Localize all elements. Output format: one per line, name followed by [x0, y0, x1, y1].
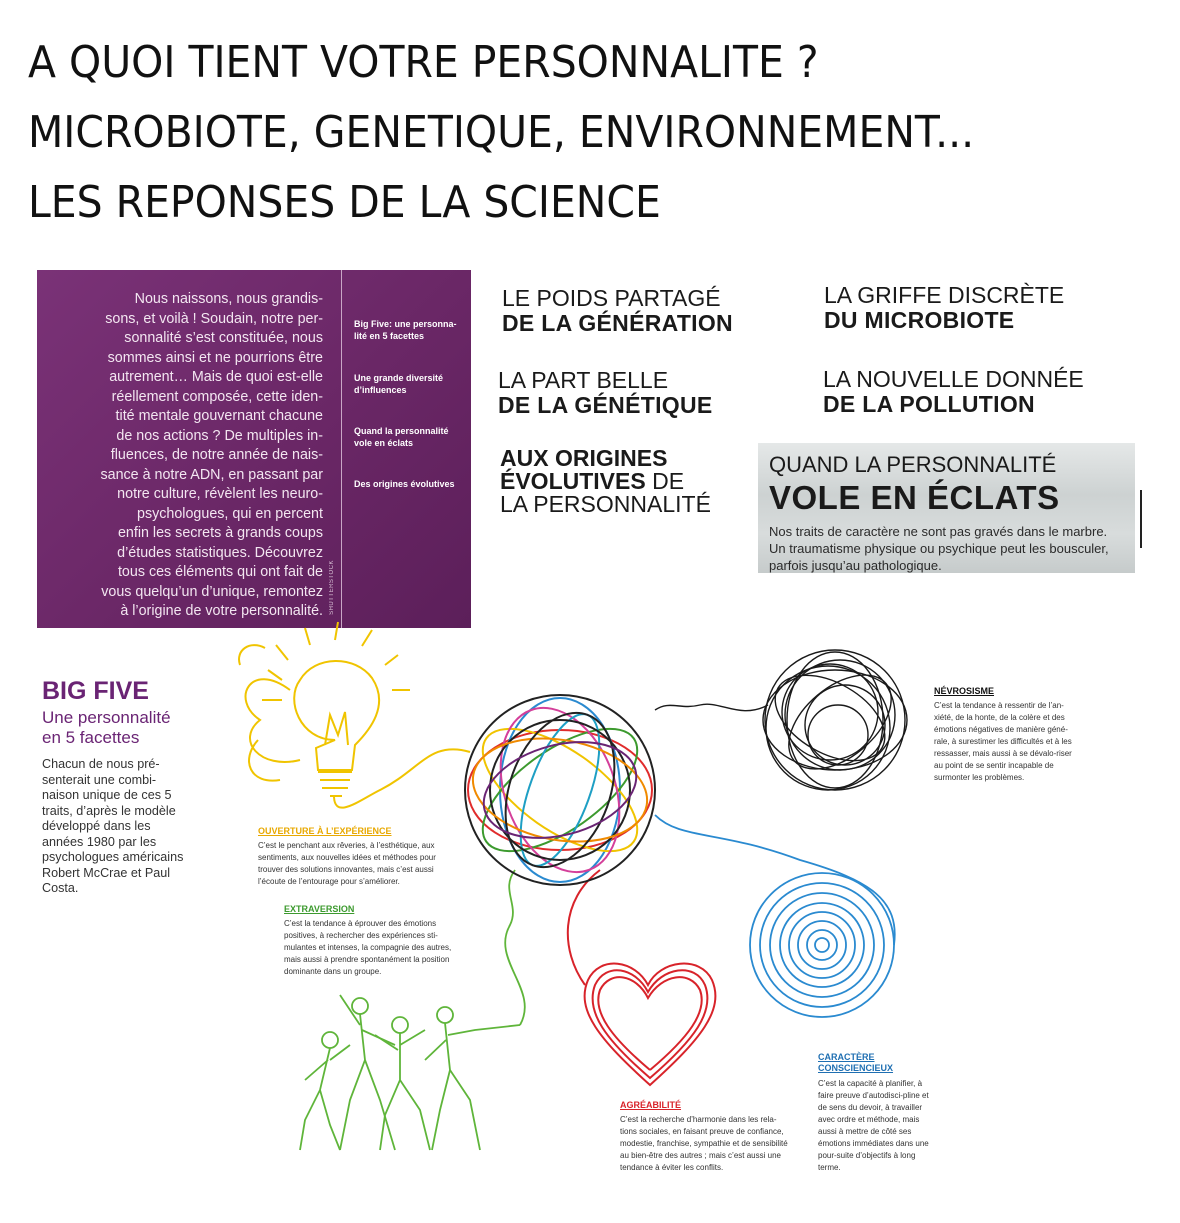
facet-agreabilite-heading: AGRÉABILITÉ: [620, 1100, 682, 1110]
spiral-icon: [655, 815, 895, 1017]
heading-line: DE LA GÉNÉTIQUE: [498, 392, 713, 418]
facet-nevrosisme-text: C’est la tendance à ressentir de l’an-xiété, de la honte, de la colère et des émotions négatives de manière géné-rale, à surestimer les difficultés et à les ressasser, mais aussi à se dévalo-riser au point de se sentir incapable de surmonter les problèmes.: [934, 701, 1072, 782]
title-line-1: A QUOI TIENT VOTRE PERSONNALITE ?: [28, 37, 819, 88]
intro-line: sommes ainsi et ne pourrions être: [107, 349, 323, 366]
photo-credit: SHUTTERSTOCK: [329, 560, 335, 615]
intro-line: fluences, de notre année de nais-: [110, 447, 323, 463]
bigfive-title: BIG FIVE: [42, 677, 149, 705]
intro-line: sons, et voilà ! Soudain, notre per-: [105, 310, 323, 327]
facet-conscience-heading-line: CONSCIENCIEUX: [818, 1063, 894, 1073]
intro-line: sonnalité s’est constituée, nous: [124, 330, 323, 346]
bigfive-subtitle: Une personnalité en 5 facettes: [42, 708, 171, 747]
yarn-ball-icon: [463, 691, 656, 888]
heart-icon: [568, 870, 716, 1085]
heading-line: AUX ORIGINES: [500, 445, 668, 471]
facet-extraversion-heading: EXTRAVERSION: [284, 904, 355, 914]
facet-conscience-heading-line: CARACTÈRE: [818, 1052, 875, 1062]
bigfive-text: Chacun de nous pré-senterait une combi-naison unique de ces 5 traits, d’après le modèle développé dans les années 1980 par les psychologues américains Robert McCrae et Paul Costa.: [42, 757, 184, 895]
facet-agreabilite-text: C’est la recherche d’harmonie dans les rela-tions sociales, en faisant preuve de confiance, modestie, franchise, sympathie et de sensibilité au bien-être des autres ; mais c’est aussi une tendance à éviter les conflits.: [620, 1115, 788, 1172]
intro-line: autrement… Mais de quoi est-elle: [109, 369, 323, 385]
facet-conscience-heading: [818, 1052, 893, 1074]
heading-line: LE POIDS PARTAGÉ: [502, 285, 721, 311]
heading-line: LA GRIFFE DISCRÈTE: [824, 282, 1065, 308]
scribble-ball-icon: [655, 650, 908, 790]
intro-line: tité mentale gouvernant chacune: [115, 408, 323, 424]
heading-line: DU MICROBIOTE: [824, 307, 1015, 333]
heading-line: LA PART BELLE: [498, 367, 669, 393]
intro-line: psychologues, qui en percent: [137, 505, 323, 522]
intro-line: de nos actions ? De multiples in-: [116, 427, 323, 444]
toc-item-origines[interactable]: Des origines évolutives: [354, 479, 455, 489]
title-line-2: MICROBIOTE, GENETIQUE, ENVIRONNEMENT...: [28, 107, 975, 158]
facet-nevrosisme-heading: NÉVROSISME: [934, 686, 995, 696]
toc-item-influences[interactable]: Une grande diversité d’influences: [354, 373, 444, 395]
heading-line: LA PERSONNALITÉ: [500, 491, 711, 517]
intro-line: enfin les secrets à grands coups: [117, 525, 323, 541]
heading-line: DE: [645, 468, 685, 494]
intro-line: notre culture, révèlent les neuro-: [117, 486, 323, 502]
toc-item-bigfive[interactable]: Big Five: une personna-lité en 5 facettes: [354, 319, 457, 341]
intro-line: sance à notre ADN, en passant par: [100, 466, 323, 483]
eclats-line-2: VOLE EN ÉCLATS: [769, 479, 1060, 516]
lightbulb-icon: [239, 622, 470, 808]
intro-line: d’études statistiques. Découvrez: [117, 544, 323, 561]
heading-line: ÉVOLUTIVES: [500, 468, 646, 494]
facet-ouverture-heading: OUVERTURE À L’EXPÉRIENCE: [258, 826, 392, 836]
intro-line: tous ces éléments qui ont fait de: [117, 564, 323, 580]
toc-item-eclats[interactable]: Quand la personnalité vole en éclats: [354, 426, 449, 448]
heading-line: DE LA GÉNÉRATION: [502, 310, 733, 336]
facet-ouverture-text: C’est le penchant aux rêveries, à l’esthétique, aux sentiments, aux nouvelles idées et méthodes pour trouver des solutions innovantes, mais c’est aussi l’écoute de l’entourage pour s’améliorer.: [258, 841, 436, 886]
facet-conscience-text: C’est la capacité à planifier, à faire preuve d’autodisci-pline et de sens du devoir, à travailler avec ordre et méthode, mais aussi à mettre de côté ses émotions immédiates dans une pour-suite d’objectifs à long terme.: [818, 1079, 929, 1172]
intro-line: à l’origine de votre personnalité.: [120, 603, 323, 619]
intro-line: vous quelqu’un d’unique, remontez: [101, 583, 323, 600]
heading-line: DE LA POLLUTION: [823, 391, 1035, 417]
eclats-text: Nos traits de caractère ne sont pas gravés dans le marbre. Un traumatisme physique ou psychique peut les bousculer, parfois jusqu’au pathologique.: [769, 524, 1109, 573]
eclats-line-1: QUAND LA PERSONNALITÉ: [769, 452, 1057, 477]
intro-line: réellement composée, cette iden-: [111, 388, 323, 405]
title-line-3: LES REPONSES DE LA SCIENCE: [28, 177, 661, 228]
facet-extraversion-text: C’est la tendance à éprouver des émotions positives, à rechercher des expériences sti-mulantes et intenses, la compagnie des autres, mais aussi à prendre spontanément la position dominante dans un groupe.: [284, 919, 452, 976]
heading-line: LA NOUVELLE DONNÉE: [823, 366, 1084, 392]
intro-line: Nous naissons, nous grandis-: [134, 291, 323, 307]
